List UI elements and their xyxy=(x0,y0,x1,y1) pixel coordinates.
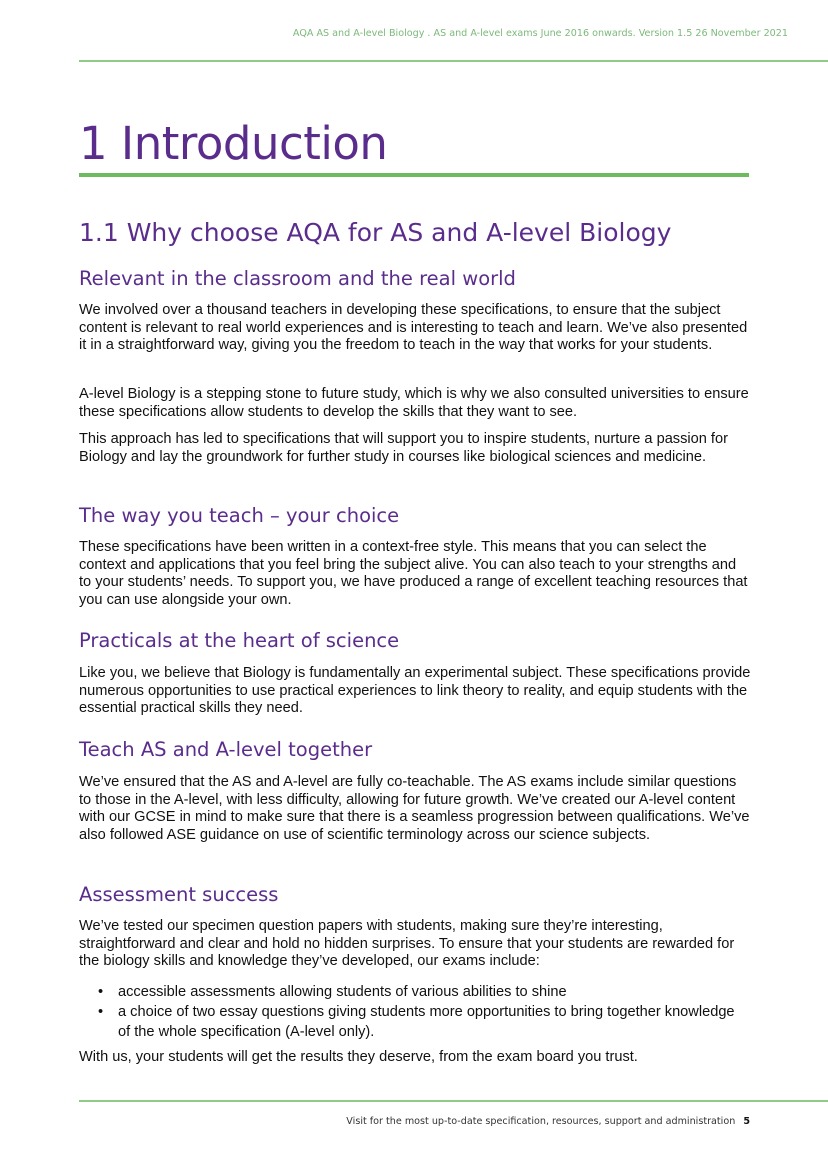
page-number: 5 xyxy=(743,1116,750,1127)
footer xyxy=(346,1116,750,1127)
paragraph: This approach has led to specifications that will support you to inspire students, nurture a passion for Biology and lay the groundwork for further study in courses like biological sciences and medicine. xyxy=(79,431,728,465)
footer-text: Visit for the most up-to-date specification, resources, support and administration xyxy=(346,1116,736,1127)
subsection-heading: The way you teach – your choice xyxy=(79,504,400,527)
paragraph: Like you, we believe that Biology is fundamentally an experimental subject. These specifications provide numerous opportunities to use practical experiences to link theory to reality, and equip students with the essential practical skills they need. xyxy=(79,665,751,717)
bullet-item xyxy=(98,982,738,1002)
header-rule xyxy=(79,60,828,62)
bullet-icon: • xyxy=(98,1004,104,1020)
paragraph: A-level Biology is a stepping stone to future study, which is why we also consulted universities to ensure these specifications allow students to develop the skills that they want to see. xyxy=(79,386,749,420)
paragraph: These specifications have been written in a context-free style. This means that you can select the context and applications that you feel bring the subject alive. You can also teach to your strengths and to your students’ needs. To support you, we have produced a range of excellent teaching resources that you can use alongside your own. xyxy=(79,539,748,608)
bullet-icon: • xyxy=(98,984,104,1000)
bullet-text: a choice of two essay questions giving students more opportunities to bring together knowledge of the whole specification (A-level only). xyxy=(118,1004,735,1040)
paragraph: We’ve tested our specimen question papers with students, making sure they’re interesting, straightforward and clear and hold no hidden surprises. To ensure that your students are rewarded for the biology skills and knowledge they’ve developed, our exams include: xyxy=(79,918,735,970)
running-header: AQA AS and A-level Biology . AS and A-level exams June 2016 onwards. Version 1.5 26 November 2021 xyxy=(292,28,788,39)
paragraph: We involved over a thousand teachers in developing these specifications, to ensure that the subject content is relevant to real world experiences and is interesting to teach and learn. We’ve also presented it in a straightforward way, giving you the freedom to teach in the way that works for your students. xyxy=(79,302,748,354)
subsection-heading: Assessment success xyxy=(79,883,279,906)
section-heading: 1.1 Why choose AQA for AS and A-level Biology xyxy=(79,218,672,247)
bullet-item xyxy=(98,1002,738,1042)
bullet-text: accessible assessments allowing students of various abilities to shine xyxy=(118,984,567,1000)
footer-rule xyxy=(79,1100,828,1102)
title-underline xyxy=(79,173,749,177)
paragraph: We’ve ensured that the AS and A-level are fully co-teachable. The AS exams include similar questions to those in the A-level, with less difficulty, allowing for future growth. We’ve created our A-level content with our GCSE in mind to make sure that there is a seamless progression between qualifications. We’ve also followed ASE guidance on use of scientific terminology across our science subjects. xyxy=(79,774,750,843)
page-title: 1 Introduction xyxy=(79,117,388,170)
subsection-heading: Relevant in the classroom and the real world xyxy=(79,267,516,290)
subsection-heading: Teach AS and A-level together xyxy=(79,738,373,761)
subsection-heading: Practicals at the heart of science xyxy=(79,629,400,652)
closing-paragraph: With us, your students will get the results they deserve, from the exam board you trust. xyxy=(79,1049,638,1065)
